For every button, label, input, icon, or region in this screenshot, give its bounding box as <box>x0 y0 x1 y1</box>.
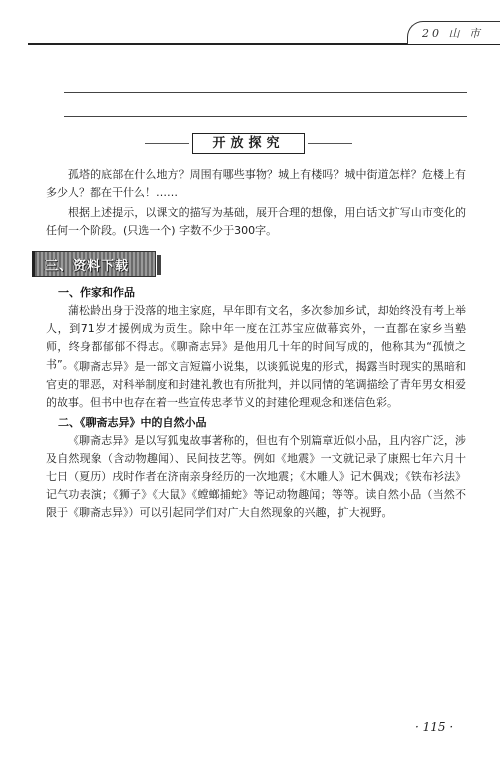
writing-line <box>64 92 467 93</box>
inquiry-prompt: 孤塔的底部在什么地方？周围有哪些事物？城上有楼吗？城中街道怎样？危楼上有多少人？都在干什么！…… <box>46 168 466 199</box>
subheading-nature-essays: 二、《聊斋志异》中的自然小品 <box>58 416 207 429</box>
paragraph-work-summary: 《聊斋志异》是一部文言短篇小说集，以谈狐说鬼的形式，揭露当时现实的黑暗和官吏的罪恶，对科举制度和封建礼教也有所批判，并以同情的笔调描绘了青年男女相爱的故事。但书中也存在着一些宣传忠孝节义的封建伦理观念和迷信色彩。 <box>46 360 466 409</box>
header-page-label: 20 山 市 <box>422 27 483 40</box>
writing-line <box>64 116 467 117</box>
inquiry-task: 根据上述提示，以课文的描写为基础，展开合理的想像，用白话文扩写山市变化的任何一个阶段。(只选一个) 字数不少于300字。 <box>46 206 466 237</box>
page-number: · 115 · <box>415 720 454 734</box>
running-header <box>0 0 500 48</box>
section-title-open-inquiry: 开放探究 <box>192 133 305 154</box>
subheading-author-work: 一、作家和作品 <box>58 286 135 299</box>
banner-label: 三、资料下载 <box>45 259 130 274</box>
banner-right-bar <box>157 255 161 275</box>
header-tab <box>407 21 500 44</box>
banner-left-bar <box>32 251 35 277</box>
paragraph-author-bio: 蒲松龄出身于没落的地主家庭，早年即有文名，多次参加乡试，却始终没有考上举人，到71岁才援例成为贡生。除中年一度在江苏宝应做幕宾外，一直都在家乡当塾师，终身都郁郁不得志。《聊斋志异》是他用几十年的时间写成的，他称其为“孤愤之书”。 <box>46 304 466 371</box>
section-banner-materials <box>34 251 156 277</box>
paragraph-nature-essays: 《聊斋志异》是以写狐鬼故事著称的，但也有个别篇章近似小品，且内容广泛，涉及自然现象（含动物趣闻）、民间技艺等。例如《地震》一文就记录了康熙七年六月十七日（夏历）戌时作者在济南亲身经历的一次地震；《木雕人》记木偶戏；《铁布衫法》记气功表演；《狮子》《大鼠》《螳螂捕蛇》等记动物趣闻；等等。读自然小品（当然不限于《聊斋志异》）可以引起同学们对广大自然现象的兴趣，扩大视野。 <box>46 434 466 519</box>
